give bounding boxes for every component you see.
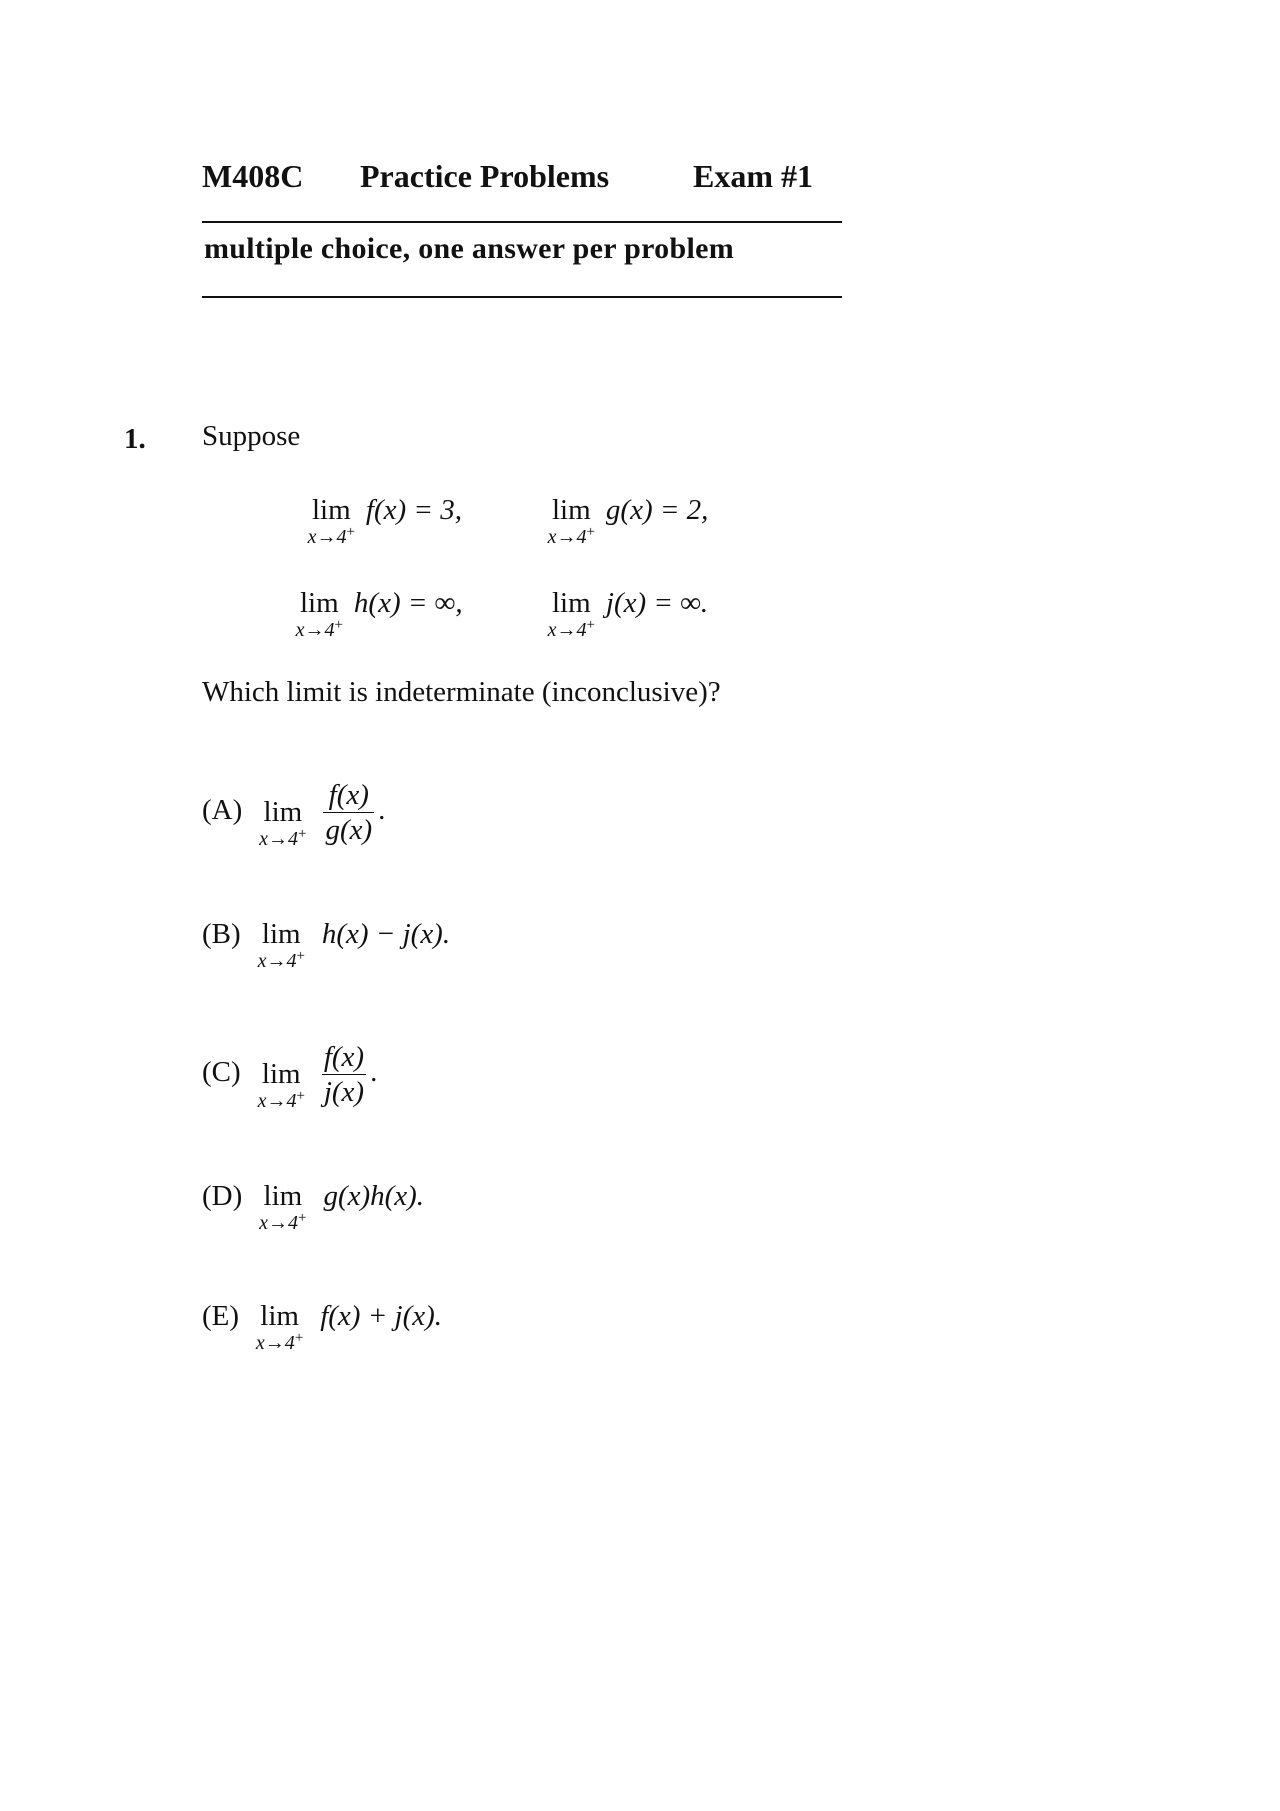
exam-label: Exam #1 bbox=[693, 158, 813, 194]
given-limit-j: lim x→4+ j(x) = ∞. bbox=[547, 587, 709, 641]
choice-e[interactable]: (E) lim x→4+ f(x) + j(x). bbox=[202, 1300, 443, 1354]
instructions-subtitle: multiple choice, one answer per problem bbox=[204, 232, 735, 265]
given-limit-g: lim x→4+ g(x) = 2, bbox=[547, 494, 709, 548]
course-code: M408C bbox=[202, 158, 304, 194]
given-limit-h: lim x→4+ h(x) = ∞, bbox=[295, 587, 463, 641]
choice-b[interactable]: (B) lim x→4+ h(x) − j(x). bbox=[202, 918, 451, 972]
choice-d[interactable]: (D) lim x→4+ g(x)h(x). bbox=[202, 1180, 425, 1234]
header-rule-bottom bbox=[202, 296, 842, 298]
header-rule-top bbox=[202, 221, 842, 223]
choice-a[interactable]: (A) lim x→4+ $\frac{f(x)}{g(x)}$ . bbox=[202, 779, 386, 850]
given-limit-f: lim x→4+ f(x) = 3, bbox=[307, 494, 462, 548]
problem-intro: Suppose bbox=[202, 420, 301, 452]
document-title: Practice Problems bbox=[360, 158, 610, 194]
choice-c[interactable]: (C) lim x→4+ $\frac{f(x)}{j(x)}$ . bbox=[202, 1041, 378, 1112]
problem-number: 1. bbox=[124, 423, 146, 455]
question-text: Which limit is indeterminate (inconclusive)? bbox=[202, 676, 721, 708]
